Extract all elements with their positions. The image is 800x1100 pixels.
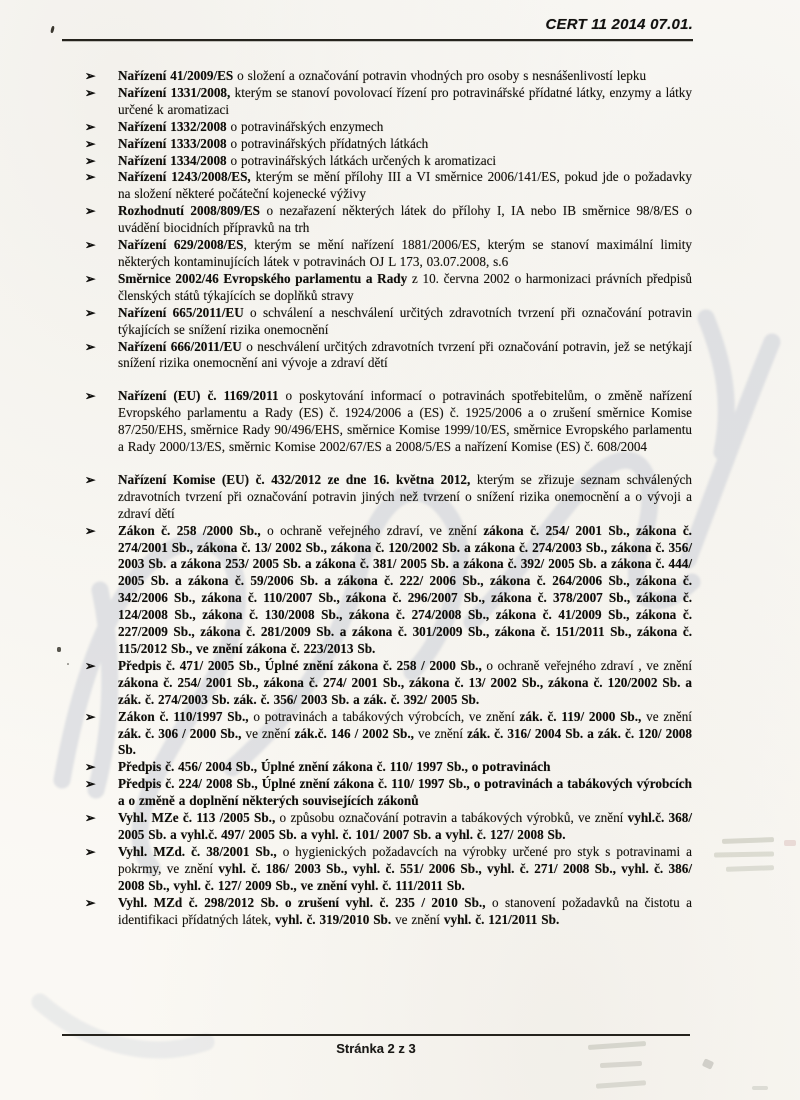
arrow-bullet-icon: ➢ — [85, 136, 96, 151]
list-item-text — [118, 237, 692, 271]
regulation-reference: Nařízení 1331/2008, — [118, 84, 231, 100]
regulation-reference: Nařízení 1333/2008 — [118, 135, 227, 151]
list-item — [62, 895, 692, 929]
list-item-text — [118, 844, 692, 895]
page-number: Stránka 2 z 3 — [336, 1041, 416, 1056]
arrow-bullet-icon: ➢ — [85, 523, 96, 538]
list-item-text — [118, 658, 692, 709]
list-item — [62, 844, 692, 895]
list-item-text — [118, 305, 692, 339]
regulation-reference: Nařízení 1334/2008 — [118, 152, 227, 168]
list-item — [62, 153, 692, 170]
list-item-text — [118, 709, 692, 760]
list-item-text — [118, 68, 692, 85]
regulation-list — [62, 68, 692, 928]
list-item-text — [118, 136, 692, 153]
list-item — [62, 305, 692, 339]
arrow-bullet-icon: ➢ — [85, 895, 96, 910]
regulation-description: ve znění — [241, 725, 295, 741]
regulation-reference: zákona č. 254/ 2001 Sb., zákona č. 274/2001 Sb., zákona č. 13/ 2002 Sb., zákona č. 120/2002 Sb. a zákona č. 274/2003 Sb., zákona č. 356/ 2003 Sb. a zákona 253/ 2005 Sb. a zákona č. 381/ 2005 Sb. a zákona č. 392/ 2005 Sb. a zákona č. 444/ 2005 Sb. a zákona č. 59/2006 Sb. a zákona č. 222/ 2006 Sb., zákona č. 264/2006 Sb., zákona č. 342/2006 Sb., zákona č. 110/2007 Sb., zákona č. 296/2007 Sb., zákona č. 378/2007 Sb., zákona č. 124/2008 Sb., zákona č. 130/2008 Sb., zákona č. 274/2008 Sb., zákona č. 41/2009 Sb., zákona č. 227/2009 Sb., zákona č. 281/2009 Sb. a zákona č. 301/2009 Sb., zákona č. 151/2011 Sb., zákona č. 115/2012 Sb., ve znění zákona č. 223/2013 Sb. — [118, 522, 692, 656]
list-item — [62, 203, 692, 237]
regulation-reference: Předpis č. 224/ 2008 Sb., Úplné znění zákona č. 110/ 1997 Sb., o potravinách a tabákových výrobcích a o změně a doplnění některých souvisejících zákonů — [118, 776, 692, 809]
list-item-text — [118, 153, 692, 170]
regulation-reference: zák.č. 146 / 2002 Sb., — [294, 725, 414, 741]
header-rule — [62, 39, 693, 41]
regulation-reference: Směrnice 2002/46 Evropského parlamentu a Rady — [118, 270, 408, 286]
list-item-text — [118, 759, 692, 776]
regulation-description: , kterým se mění nařízení 1881/2006/ES, kterým se stanoví maximální limity některých kontaminujících látek v potravinách OJ L 173, 03.07.2008, s.6 — [118, 237, 692, 269]
arrow-bullet-icon: ➢ — [85, 709, 96, 724]
regulation-reference: Nařízení 666/2011/EU — [118, 338, 242, 354]
regulation-description: o potravinářských přídatných látkách — [226, 135, 429, 151]
regulation-reference: Nařízení (EU) č. 1169/2011 — [118, 388, 279, 404]
list-item-text — [118, 895, 692, 929]
regulation-reference: zákona č. 254/ 2001 Sb., zákona č. 274/ 2001 Sb., zákona č. 13/ 2002 Sb., zákona č. 120/2002 Sb. a zák. č. 274/2003 Sb. zák. č. 356/ 2003 Sb. a zák. č. 392/ 2005 Sb. — [118, 674, 692, 707]
regulation-reference: zák. č. 316/ 2004 Sb. a zák. č. 120/ 2008 Sb. — [118, 725, 692, 758]
list-item — [62, 388, 692, 456]
bleedthrough-mark — [752, 1086, 768, 1090]
list-item — [62, 237, 692, 271]
list-item — [62, 68, 692, 85]
list-item — [62, 472, 692, 523]
scan-artifact — [67, 663, 69, 665]
list-item-text — [118, 169, 692, 203]
arrow-bullet-icon: ➢ — [85, 339, 96, 354]
regulation-reference: Předpis č. 456/ 2004 Sb., Úplné znění zákona č. 110/ 1997 Sb., o potravinách — [118, 759, 551, 775]
list-item — [62, 119, 692, 136]
list-item — [62, 169, 692, 203]
regulation-reference: Zákon č. 258 /2000 Sb., — [118, 522, 261, 538]
arrow-bullet-icon: ➢ — [85, 844, 96, 859]
regulation-description: o stanovení požadavků na čistotu a identifikaci přídatných látek, — [118, 894, 692, 927]
list-item-text — [118, 85, 692, 119]
list-item — [62, 709, 692, 760]
regulation-description: ve znění — [641, 708, 692, 724]
regulation-reference: Nařízení 41/2009/ES — [118, 68, 234, 83]
regulation-description: o nezařazení některých látek do přílohy I, IA nebo IB směrnice 98/8/ES o uvádění biocidních přípravků na trh — [118, 203, 692, 236]
document-code: CERT 11 2014 07.01. — [545, 16, 693, 33]
list-item — [62, 776, 692, 810]
list-item-text — [118, 776, 692, 810]
bleedthrough-mark — [600, 1061, 642, 1068]
arrow-bullet-icon: ➢ — [85, 658, 96, 673]
bleedthrough-mark — [596, 1080, 646, 1088]
arrow-bullet-icon: ➢ — [85, 760, 96, 775]
regulation-group — [62, 388, 692, 456]
arrow-bullet-icon: ➢ — [85, 238, 96, 253]
regulation-description: z 10. června 2002 o harmonizaci právních předpisů členských států týkajících se doplňků stravy — [118, 270, 692, 303]
list-item-text — [118, 203, 692, 237]
list-item-text — [118, 339, 692, 373]
regulation-reference: vyhl. č. 186/ 2003 Sb., vyhl. č. 551/ 2006 Sb., vyhl. č. 271/ 2008 Sb., vyhl. č. 386/ 2008 Sb., vyhl. č. 127/ 2009 Sb., ve znění vyhl. č. 111/2011 Sb. — [118, 860, 692, 893]
regulation-description: kterým se stanoví povolovací řízení pro potravinářské přídatné látky, enzymy a látky určené k aromatizaci — [118, 84, 692, 117]
arrow-bullet-icon: ➢ — [85, 472, 96, 487]
list-item — [62, 658, 692, 709]
regulation-description: o neschválení určitých zdravotních tvrzení při označování potravin, jež se netýkají snížení rizika onemocnění ani vývoje a zdraví dětí — [118, 338, 692, 371]
arrow-bullet-icon: ➢ — [85, 305, 96, 320]
list-item-text — [118, 388, 692, 456]
arrow-bullet-icon: ➢ — [85, 777, 96, 792]
list-item — [62, 85, 692, 119]
list-item — [62, 523, 692, 658]
regulation-reference: zák. č. 119/ 2000 Sb., — [519, 708, 642, 724]
regulation-reference: Rozhodnutí 2008/809/ES — [118, 203, 261, 219]
regulation-reference: Zákon č. 110/1997 Sb., — [118, 708, 249, 724]
arrow-bullet-icon: ➢ — [85, 389, 96, 404]
arrow-bullet-icon: ➢ — [85, 204, 96, 219]
list-item-text — [118, 810, 692, 844]
regulation-description: o potravinářských enzymech — [226, 118, 384, 134]
arrow-bullet-icon: ➢ — [85, 119, 96, 134]
regulation-reference: Vyhl. MZd č. 298/2012 Sb. o zrušení vyhl. č. 235 / 2010 Sb., — [118, 894, 486, 910]
regulation-description: o hygienických požadavcích na výrobky určené pro styk s potravinami a pokrmy, ve znění — [118, 843, 692, 876]
list-item-text — [118, 271, 692, 305]
list-item-text — [118, 472, 692, 523]
regulation-description: o potravinářských látkách určených k aromatizaci — [226, 152, 497, 168]
regulation-reference: zák. č. 306 / 2000 Sb., — [118, 725, 242, 741]
regulation-description: o způsobu označování potravin a tabákových výrobků, ve znění — [275, 810, 628, 826]
list-item-text — [118, 523, 692, 658]
regulation-reference: Nařízení 1332/2008 — [118, 118, 227, 134]
regulation-description: o ochraně veřejného zdraví, ve znění — [260, 522, 484, 538]
arrow-bullet-icon: ➢ — [85, 153, 96, 168]
regulation-reference: Vyhl. MZd. č. 38/2001 Sb., — [118, 843, 277, 859]
regulation-description: o složení a označování potravin vhodných pro osoby s nesnášenlivostí lepku — [233, 68, 647, 83]
regulation-reference: vyhl. č. 319/2010 Sb. — [275, 911, 392, 927]
regulation-description: kterým se mění přílohy III a VI směrnice 2006/141/ES, pokud jde o požadavky na složení některé počáteční kojenecké výživy — [118, 169, 692, 202]
regulation-description: ve znění — [413, 725, 468, 741]
regulation-reference: vyhl.č. 368/ 2005 Sb. a vyhl.č. 497/ 2005 Sb. a vyhl. č. 101/ 2007 Sb. a vyhl. č. 127/ 2008 Sb. — [118, 810, 692, 842]
regulation-description: o poskytování informací o potravinách spotřebitelům, o změně nařízení Evropského parlamentu a Rady (ES) č. 1924/2006 a (ES) č. 1925/2006 a o zrušení směrnice Komise 87/250/EHS, směrnice Rady 90/496/EHS, směrnice Komise 1999/10/ES, směrnice Evropského parlamentu a Rady 2000/13/ES, směrnic Komise 2002/67/ES a 2008/5/ES a nařízení Komise (ES) č. 608/2004 — [118, 388, 692, 455]
regulation-description: o ochraně veřejného zdraví , ve znění — [481, 657, 692, 673]
arrow-bullet-icon: ➢ — [85, 811, 96, 826]
list-item — [62, 136, 692, 153]
regulation-reference: Vyhl. MZe č. 113 /2005 Sb., — [118, 810, 276, 826]
arrow-bullet-icon: ➢ — [85, 271, 96, 286]
regulation-reference: vyhl. č. 121/2011 Sb. — [443, 911, 560, 927]
regulation-group — [62, 472, 692, 928]
regulation-reference: Nařízení 629/2008/ES — [118, 237, 244, 253]
regulation-description: o schválení a neschválení určitých zdravotních tvrzení při označování potravin týkajících se snížení rizika onemocnění — [118, 304, 693, 337]
arrow-bullet-icon: ➢ — [85, 85, 96, 100]
regulation-reference: Nařízení 1243/2008/ES, — [118, 169, 251, 185]
page-header — [0, 0, 800, 34]
regulation-group — [62, 68, 692, 372]
list-item-text — [118, 119, 692, 136]
arrow-bullet-icon: ➢ — [85, 69, 96, 83]
footer-rule — [62, 1034, 690, 1036]
regulation-reference: Nařízení 665/2011/EU — [118, 304, 244, 320]
list-item — [62, 271, 692, 305]
regulation-description: kterým se zřizuje seznam schválených zdravotních tvrzení při označování potravin jiných než tvrzení o snížení rizika onemocnění a o vývoji a zdraví dětí — [118, 471, 692, 521]
regulation-description: ve znění — [391, 911, 444, 927]
list-item — [62, 810, 692, 844]
arrow-bullet-icon: ➢ — [85, 170, 96, 185]
regulation-reference: Nařízení Komise (EU) č. 432/2012 ze dne 16. května 2012, — [118, 471, 471, 487]
list-item — [62, 759, 692, 776]
regulation-description: o potravinách a tabákových výrobcích, ve znění — [248, 708, 520, 724]
bleedthrough-mark — [702, 1058, 714, 1069]
scan-artifact — [57, 647, 61, 652]
list-item — [62, 339, 692, 373]
regulation-reference: Předpis č. 471/ 2005 Sb., Úplné znění zákona č. 258 / 2000 Sb., — [118, 657, 482, 673]
